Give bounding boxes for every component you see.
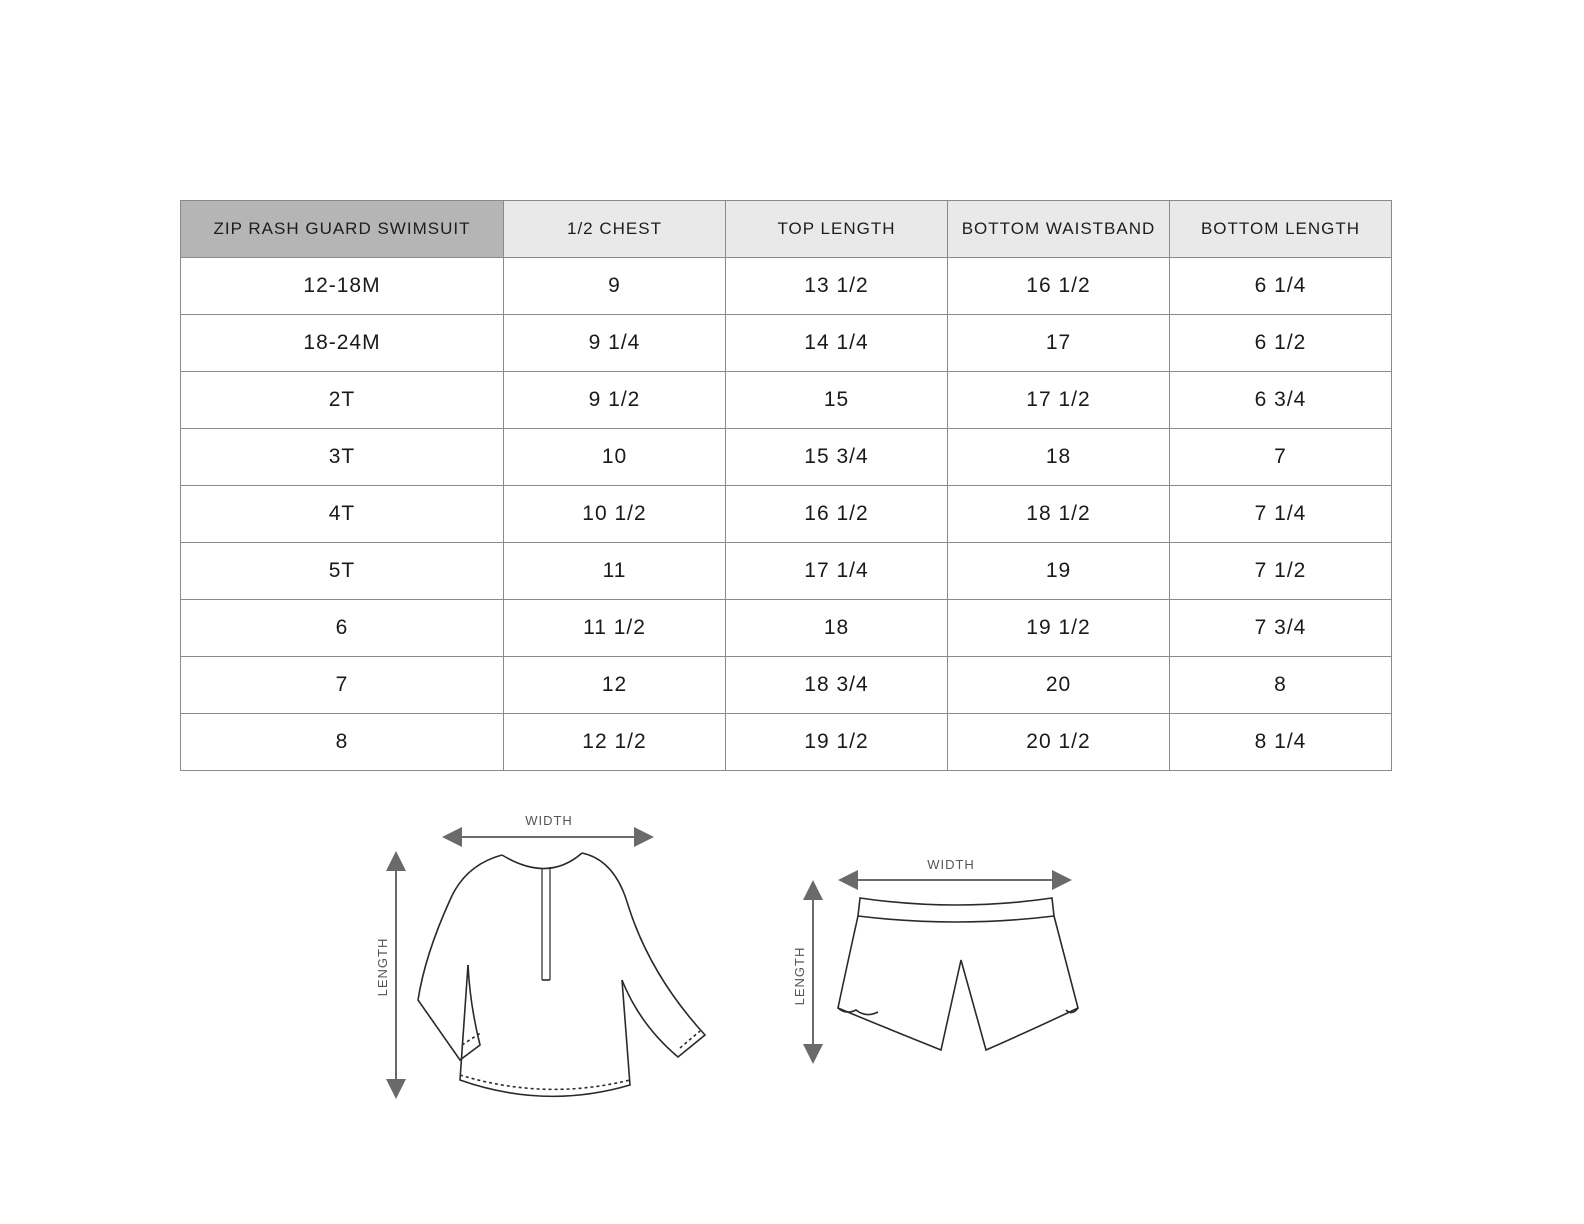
shorts-diagram <box>786 850 1086 1070</box>
size-cell: 4T <box>181 486 504 543</box>
header-top-length: TOP LENGTH <box>726 201 948 258</box>
size-cell: 12-18M <box>181 258 504 315</box>
value-cell: 10 1/2 <box>504 486 726 543</box>
value-cell: 12 1/2 <box>504 714 726 771</box>
size-cell: 6 <box>181 600 504 657</box>
header-product-name: ZIP RASH GUARD SWIMSUIT <box>181 201 504 258</box>
value-cell: 8 <box>1170 657 1392 714</box>
size-chart-table <box>180 200 1392 771</box>
value-cell: 6 1/4 <box>1170 258 1392 315</box>
value-cell: 16 1/2 <box>726 486 948 543</box>
value-cell: 19 1/2 <box>948 600 1170 657</box>
value-cell: 7 <box>1170 429 1392 486</box>
width-label: WIDTH <box>525 813 573 828</box>
table-row <box>181 714 1392 771</box>
table-row <box>181 315 1392 372</box>
value-cell: 17 1/4 <box>726 543 948 600</box>
length-label: LENGTH <box>792 946 807 1006</box>
value-cell: 18 3/4 <box>726 657 948 714</box>
rash-guard-illustration <box>360 805 730 1110</box>
value-cell: 7 1/2 <box>1170 543 1392 600</box>
shorts-outline <box>838 898 1078 1050</box>
value-cell: 11 1/2 <box>504 600 726 657</box>
length-label: LENGTH <box>375 937 390 997</box>
value-cell: 11 <box>504 543 726 600</box>
value-cell: 19 1/2 <box>726 714 948 771</box>
value-cell: 20 1/2 <box>948 714 1170 771</box>
value-cell: 7 3/4 <box>1170 600 1392 657</box>
table-row <box>181 372 1392 429</box>
size-cell: 8 <box>181 714 504 771</box>
value-cell: 18 1/2 <box>948 486 1170 543</box>
value-cell: 19 <box>948 543 1170 600</box>
value-cell: 13 1/2 <box>726 258 948 315</box>
value-cell: 16 1/2 <box>948 258 1170 315</box>
value-cell: 9 <box>504 258 726 315</box>
value-cell: 10 <box>504 429 726 486</box>
header-bottom-waistband: BOTTOM WAISTBAND <box>948 201 1170 258</box>
value-cell: 6 3/4 <box>1170 372 1392 429</box>
value-cell: 6 1/2 <box>1170 315 1392 372</box>
value-cell: 15 <box>726 372 948 429</box>
value-cell: 9 1/4 <box>504 315 726 372</box>
table-row <box>181 258 1392 315</box>
width-label: WIDTH <box>927 857 975 872</box>
shorts-illustration <box>786 850 1086 1070</box>
shirt-outline <box>418 853 705 1096</box>
value-cell: 18 <box>948 429 1170 486</box>
table-row <box>181 486 1392 543</box>
table-row <box>181 429 1392 486</box>
size-cell: 7 <box>181 657 504 714</box>
value-cell: 20 <box>948 657 1170 714</box>
header-half-chest: 1/2 CHEST <box>504 201 726 258</box>
size-cell: 5T <box>181 543 504 600</box>
header-bottom-length: BOTTOM LENGTH <box>1170 201 1392 258</box>
size-cell: 18-24M <box>181 315 504 372</box>
value-cell: 15 3/4 <box>726 429 948 486</box>
value-cell: 9 1/2 <box>504 372 726 429</box>
value-cell: 18 <box>726 600 948 657</box>
value-cell: 17 <box>948 315 1170 372</box>
header-row <box>181 201 1392 258</box>
value-cell: 8 1/4 <box>1170 714 1392 771</box>
table-row <box>181 543 1392 600</box>
size-cell: 2T <box>181 372 504 429</box>
table-row <box>181 657 1392 714</box>
rash-guard-diagram <box>360 805 730 1110</box>
size-cell: 3T <box>181 429 504 486</box>
value-cell: 14 1/4 <box>726 315 948 372</box>
value-cell: 7 1/4 <box>1170 486 1392 543</box>
table-row <box>181 600 1392 657</box>
value-cell: 17 1/2 <box>948 372 1170 429</box>
value-cell: 12 <box>504 657 726 714</box>
